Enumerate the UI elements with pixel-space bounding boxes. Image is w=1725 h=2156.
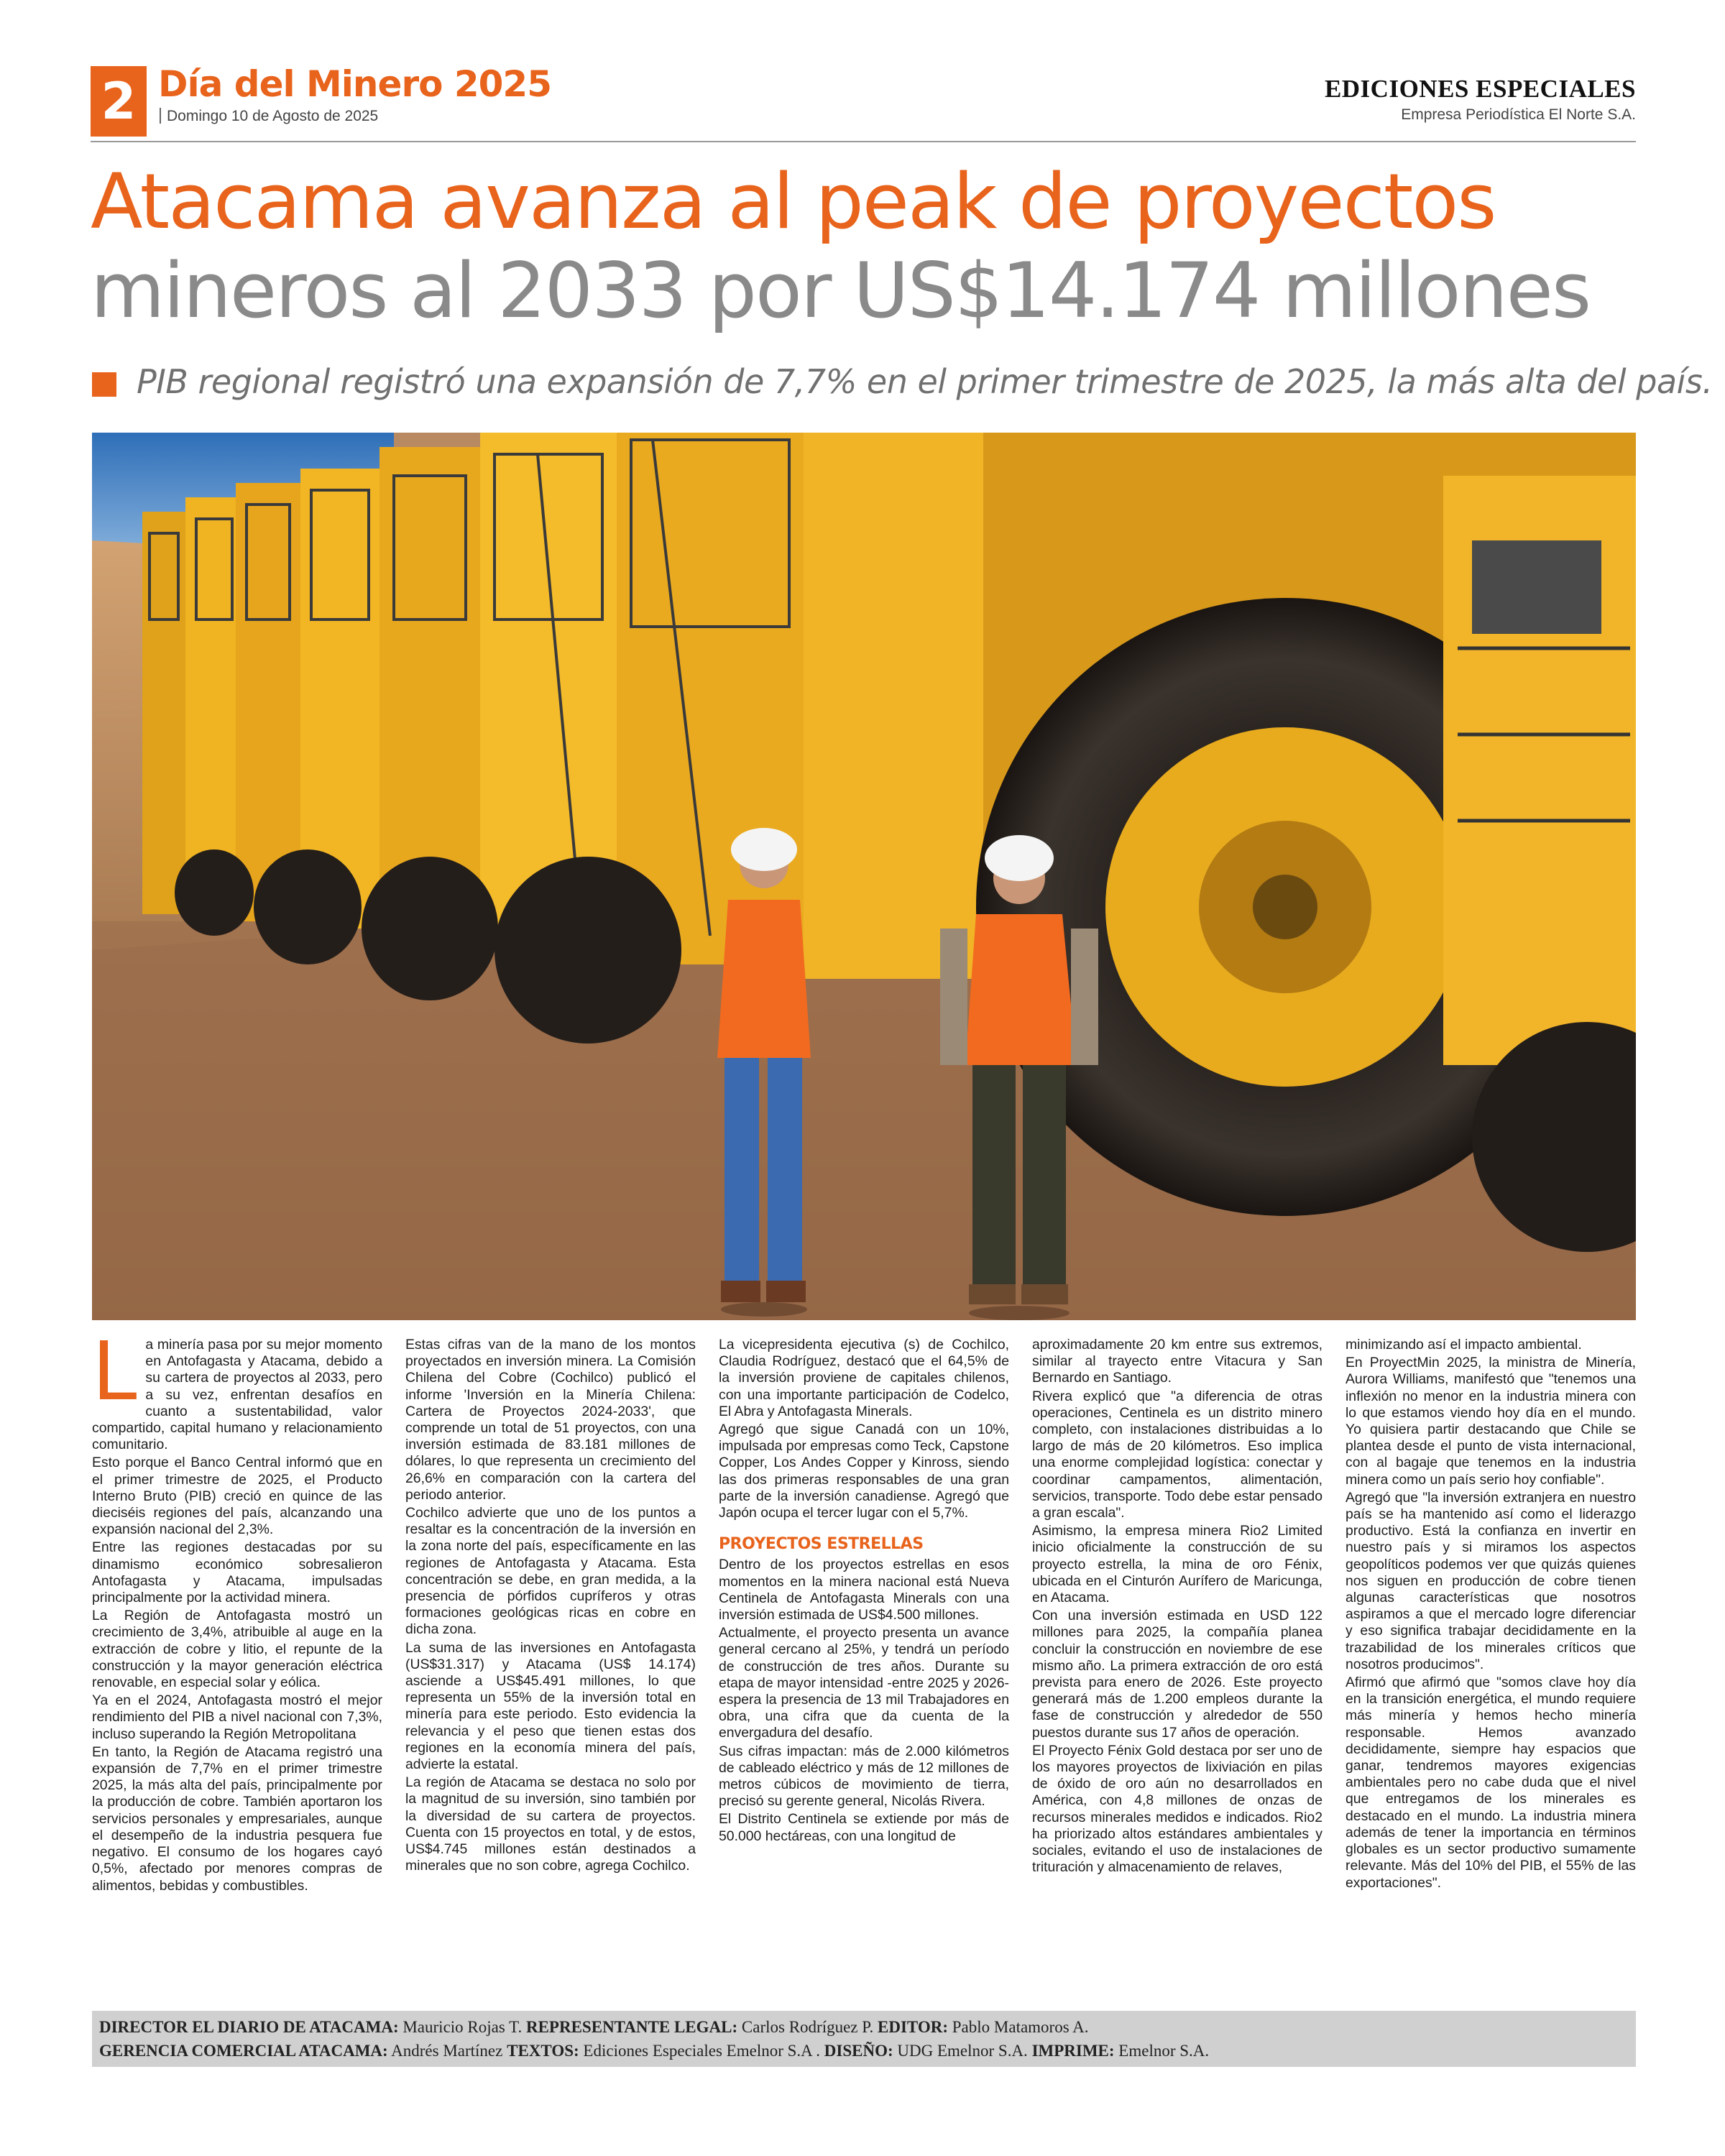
editor-label: EDITOR: (878, 2018, 949, 2036)
paragraph: Ya en el 2024, Antofagasta mostró el mejor rendimiento del PIB a nivel nacional con 7,3%, incluso superando la Región Metropolitana (92, 1692, 382, 1742)
paragraph: La suma de las inversiones en Antofagasta (US$31.317) y Atacama (US$ 14.174) asciende a US$45.491 millones, lo que representa un 55% de la inversión total en minería para este periodo. Esto evidencia la relevancia y el peso que tienen estas dos regiones en la economía minera del país, advierte la estatal. (405, 1639, 696, 1773)
diseno-label: DISEÑO: (824, 2042, 893, 2060)
paragraph: El Proyecto Fénix Gold destaca por ser uno de los mayores proyectos de lixiviación en pilas de óxido de oro aún no desarrollados en América, con 4,8 millones de onzas de recursos minerales medidos e indicados. Rio2 ha priorizado altos estándares ambientales y sociales, evitando el uso de instalaciones de trituración y almacenamiento de relaves, (1032, 1742, 1322, 1876)
dropcap: L (92, 1337, 137, 1419)
paragraph: minimizando así el impacto ambiental. (1346, 1337, 1582, 1353)
deck-bullet-icon (92, 372, 116, 397)
body-column-2 (405, 1337, 696, 2005)
paragraph: En ProyectMin 2025, la ministra de Minería, Aurora Williams, manifestó que "tenemos una inflexión no menor en la industria minera con lo que estamos viendo hoy día en el mundo. Yo quisiera partir destacando que Chile se plantea desde el punto de vista internacional, con al bagaje que tenemos en la industria minera como un país serio hoy confiable". (1346, 1355, 1636, 1488)
paragraph: La región de Atacama se destaca no solo por la magnitud de su inversión, sino también por la diversidad de su cartera de proyectos. Cuenta con 15 proyectos en total, y de estos, US$4.745 millones están destinados a minerales que no son cobre, agrega Cochilco. (405, 1774, 696, 1874)
subhead: PROYECTOS ESTRELLAS (719, 1535, 924, 1554)
paragraph: Cochilco advierte que uno de los puntos a resaltar es la concentración de la inversión en la zona norte del país, específicamente en las regiones de Antofagasta y Atacama. Esta concentración se debe, en gran medida, a la presencia de pórfidos cupríferos y otras formaciones geológicas ricas en cobre en dicha zona. (405, 1505, 696, 1638)
imprime-label: IMPRIME: (1031, 2042, 1115, 2060)
paragraph: Con una inversión estimada en USD 122 millones para 2025, la compañía planea concluir la construcción en noviembre de ese mismo año. La primera extracción de oro está prevista para enero de 2026. Este proyecto generará más de 1.200 empleos durante la fase de construcción y alrededor de 550 puestos durante sus 17 años de operación. (1032, 1608, 1322, 1741)
paragraph: aproximadamente 20 km entre sus extremos, similar al trayecto entre Vitacura y San Bernardo en Santiago. (1032, 1337, 1322, 1386)
textos-name: Ediciones Especiales Emelnor S.A . (583, 2042, 821, 2060)
body-column-1 (92, 1337, 382, 2005)
headline-line-1: Atacama avanza al peak de proyectos (91, 157, 1496, 246)
legal-name: Carlos Rodríguez P. (741, 2018, 874, 2036)
paragraph: Agregó que sigue Canadá con un 10%, impulsada por empresas como Teck, Capstone Copper, Los Andes Copper y Kinross, siendo las dos primeras responsables de una gran parte de la inversión canadiense. Agregó que Japón ocupa el tercer lugar con el 5,7%. (719, 1422, 1009, 1521)
paragraph: En tanto, la Región de Atacama registró una expansión de 7,7% en el primer trimestre 2025, la más alta del país, principalmente por la producción de cobre. También aportaron los servicios personales y empresariales, aunque el desempeño de la industria pesquera fue negativo. El consumo de los hogares cayó 0,5%, afectado por menores compras de alimentos, bebidas y combustibles. (92, 1743, 382, 1894)
body-column-4 (1032, 1337, 1322, 2005)
paragraph: Sus cifras impactan: más de 2.000 kilómetros de cableado eléctrico y más de 12 millones de metros cúbicos de movimiento de tierra, precisó su gerente general, Nicolás Rivera. (719, 1743, 1009, 1810)
gerencia-label: GERENCIA COMERCIAL ATACAMA: (99, 2042, 388, 2060)
paragraph: Agregó que "la inversión extranjera en nuestro país se ha mantenido así como el liderazgo productivo. Está la confianza en invertir en nuestro país y si miramos los aspectos geopolíticos podemos ver que quizás quienes nos siguen en producción de cobre tienen algunas características que nosotros aspiramos a que el mercado logre diferenciar y eso significa trabajar decididamente en la trazabilidad de los minerales críticos que nosotros producimos". (1346, 1489, 1636, 1672)
section-title: Día del Minero 2025 (158, 63, 552, 105)
page-header (91, 63, 1636, 142)
paragraph: La Región de Antofagasta mostró un crecimiento de 3,4%, atribuible al auge en la extracción de cobre y litio, el repunte de la construcción y la mayor generación eléctrica renovable, en especial solar y eólica. (92, 1608, 382, 1691)
paragraph: Asimismo, la empresa minera Rio2 Limited inicio oficialmente la construcción de su proyecto estrella, la mina de oro Fénix, ubicada en el Cinturón Aurífero de Maricunga, en Atacama. (1032, 1523, 1322, 1606)
paragraph: La vicepresidenta ejecutiva (s) de Cochilco, Claudia Rodríguez, destacó que el 64,5% de la inversión proviene de capitales chilenos, con una importante participación de Codelco, El Abra y Antofagasta Minerals. (719, 1337, 1009, 1419)
body-column-5 (1346, 1337, 1636, 2005)
foreground-truck (976, 433, 1636, 1252)
diseno-name: UDG Emelnor S.A. (897, 2042, 1028, 2060)
paragraph: Rivera explicó que "a diferencia de otras operaciones, Centinela es un distrito minero completo, con instalaciones distribuidas a lo largo de más de 20 kilómetros. Eso implica una enorme complejidad logística: conectar y coordinar campamentos, alimentación, servicios, transporte. Todo debe estar pensado a gran escala". (1032, 1388, 1322, 1521)
page-number: 2 (91, 66, 147, 137)
editor-name: Pablo Matamoros A. (952, 2018, 1089, 2036)
headline-line-2: mineros al 2033 por US$14.174 millones (91, 247, 1591, 335)
deck-subtitle: PIB regional registró una expansión de 7,7% en el primer trimestre de 2025, la más alta del país. (137, 362, 1713, 401)
header-rule (91, 141, 1636, 142)
brand-name: EDICIONES ESPECIALES (1324, 75, 1636, 103)
issue-date-text: Domingo 10 de Agosto de 2025 (167, 108, 379, 124)
gerencia-name: Andrés Martínez (391, 2042, 503, 2060)
legal-label: REPRESENTANTE LEGAL: (525, 2018, 738, 2036)
paragraph: Dentro de los proyectos estrellas en esos momentos en la minera nacional está Nueva Centinela de Antofagasta Minerals con una inversión estimada de US$4.500 millones. (719, 1557, 1009, 1623)
paragraph: Actualmente, el proyecto presenta un avance general cercano al 25%, y tendrá un período de construcción de tres años. Durante su etapa de mayor intensidad -entre 2025 y 2026- espera la presencia de 13 mil Trabajadores en obra, una cifra que da cuenta de la envergadura del desafío. (719, 1625, 1009, 1741)
paragraph: Afirmó que afirmó que "somos clave hoy día en la transición energética, el mundo requiere más minería y hemos hecho minería responsable. Hemos avanzado decididamente, siempre hay espacios que ganar, tendremos mayores exigencias ambientales pero no cabe duda que el nivel que entregamos de los minerales es destacado en el mundo. La industria minera además de tener la importancia en términos globales es un sector productivo sumamente relevante. Más del 10% del PIB, el 55% de las exportaciones". (1346, 1674, 1636, 1891)
credits-line-1 (99, 2015, 1629, 2039)
date-divider (160, 108, 161, 124)
main-photo (92, 433, 1636, 1320)
paragraph: La minería pasa por su mejor momento en Antofagasta y Atacama, debido a su cartera de proyectos al 2033, pero a su vez, enfrentan desafíos en cuanto a sustentabilidad, valor compartido, capital humano y relacionamiento comunitario. (92, 1337, 382, 1453)
article-body (92, 1337, 1636, 2005)
director-label: DIRECTOR EL DIARIO DE ATACAMA: (99, 2018, 399, 2036)
mining-trucks-illustration (92, 433, 1636, 1320)
staff-credits (92, 2011, 1636, 2067)
paragraph: Estas cifras van de la mano de los montos proyectados en inversión minera. La Comisión Chilena del Cobre (Cochilco) publicó el informe 'Inversión en la Minería Chilena: Cartera de Proyectos 2024-2033', que comprende un total de 51 proyectos, con una inversión estimada de 83.181 millones de dólares, lo que representa un crecimiento del 26,6% en comparación con la cartera del periodo anterior. (405, 1337, 696, 1503)
paragraph: Entre las regiones destacadas por su dinamismo económico sobresalieron Antofagasta y Atacama, impulsadas principalmente por la actividad minera. (92, 1539, 382, 1606)
textos-label: TEXTOS: (507, 2042, 579, 2060)
imprime-name: Emelnor S.A. (1118, 2042, 1210, 2060)
paragraph: El Distrito Centinela se extiende por más de 50.000 hectáreas, con una longitud de (719, 1811, 1009, 1844)
brand-subtitle: Empresa Periodística El Norte S.A. (1401, 106, 1636, 123)
paragraph: Esto porque el Banco Central informó que en el primer trimestre de 2025, el Producto Interno Bruto (PIB) creció en quince de las dieciséis regiones del país, alcanzando una expansión nacional del 2,3%. (92, 1455, 382, 1538)
issue-date (160, 108, 378, 125)
credits-line-2 (99, 2039, 1629, 2063)
director-name: Mauricio Rojas T. (402, 2018, 523, 2036)
body-column-3 (719, 1337, 1009, 2005)
